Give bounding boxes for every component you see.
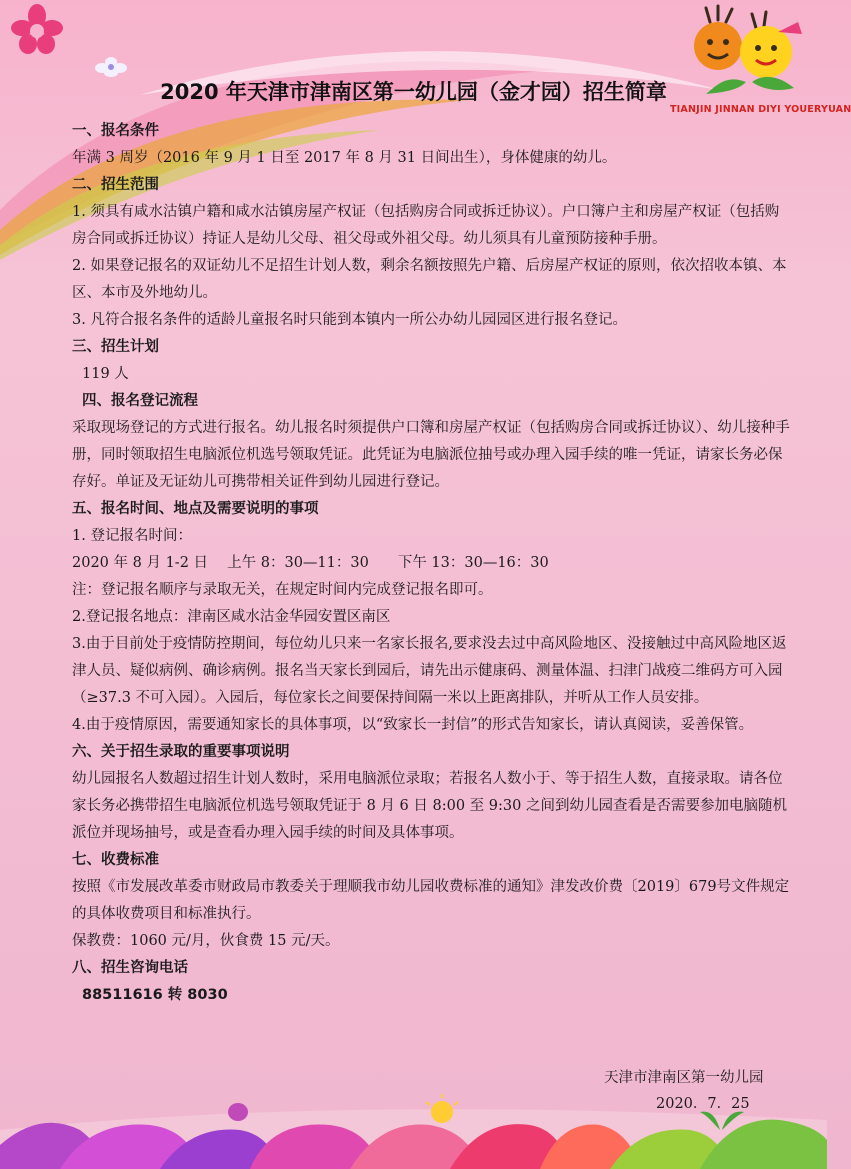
logo-text: TIANJIN JINNAN DIYI YOUERYUAN (670, 104, 851, 115)
document-body (72, 118, 792, 1009)
section-1-heading: 一、报名条件 (72, 123, 159, 139)
section-4-heading: 四、报名登记流程 (82, 393, 198, 409)
section-5-line-6: 4.由于疫情原因，需要通知家长的具体事项，以“致家长一封信”的形式告知家长，请认真阅读，妥善保管。 (72, 717, 754, 733)
section-5-heading: 五、报名时间、地点及需要说明的事项 (72, 501, 319, 517)
section-6-text: 幼儿园报名人数超过招生计划人数时，采用电脑派位录取；若报名人数小于、等于招生人数，直接录取。请各位家长务必携带招生电脑派位机选号领取凭证于 8 月 6 日 8:00 至 9:30 之间到幼儿园查看是否需要参加电脑随机派位并现场抽号，或是查看办理入园手续的时间及具体事项。 (72, 771, 787, 841)
section-5-line-3: 注：登记报名顺序与录取无关，在规定时间内完成登记报名即可。 (72, 582, 493, 598)
signature-date: 2020．7．25 (656, 1096, 750, 1112)
section-3-text: 119 人 (82, 366, 129, 382)
section-2-paragraph-1: 1. 须具有咸水沽镇户籍和咸水沽镇房屋产权证（包括购房合同或拆迁协议）。户口簿户主和房屋产权证（包括购房合同或拆迁协议）持证人是幼儿父母、祖父母或外祖父母。幼儿须具有儿童预防接种手册。 (72, 204, 780, 247)
section-3-heading: 三、招生计划 (72, 339, 159, 355)
section-2-paragraph-2: 2. 如果登记报名的双证幼儿不足招生计划人数，剩余名额按照先户籍、后房屋产权证的原则，依次招收本镇、本区、本市及外地幼儿。 (72, 258, 787, 301)
page-title: 2020 年天津市津南区第一幼儿园（金才园）招生简章 (160, 80, 667, 104)
flower-icon (6, 2, 68, 58)
bottom-decoration (0, 1090, 827, 1169)
section-4-text: 采取现场登记的方式进行报名。幼儿报名时须提供户口簿和房屋产权证（包括购房合同或拆迁协议）、幼儿接种手册，同时领取招生电脑派位机选号领取凭证。此凭证为电脑派位抽号或办理入园手续的唯一凭证，请家长务必保存好。单证及无证幼儿可携带相关证件到幼儿园进行登记。 (72, 420, 790, 490)
small-flower-icon (94, 56, 128, 78)
section-7-heading: 七、收费标准 (72, 852, 159, 868)
section-7-fee: 保教费：1060 元/月，伙食费 15 元/天。 (72, 933, 340, 949)
section-5-line-4: 2.登记报名地点：津南区咸水沽金华园安置区南区 (72, 609, 391, 625)
section-2-heading: 二、招生范围 (72, 177, 159, 193)
section-8-phone: 88511616 转 8030 (82, 987, 228, 1003)
section-7-text: 按照《市发展改革委市财政局市教委关于理顺我市幼儿园收费标准的通知》津发改价费〔2019〕679号文件规定的具体收费项目和标准执行。 (72, 879, 790, 922)
section-1-text: 年满 3 周岁（2016 年 9 月 1 日至 2017 年 8 月 31 日间出生），身体健康的幼儿。 (72, 150, 617, 166)
section-5-line-5: 3.由于目前处于疫情防控期间，每位幼儿只来一名家长报名,要求没去过中高风险地区、没接触过中高风险地区返津人员、疑似病例、确诊病例。报名当天家长到园后，请先出示健康码、测量体温、扫津门战疫二维码方可入园（≥37.3 不可入园）。入园后，每位家长之间要保持间隔一米以上距离排队，并听从工作人员安排。 (72, 636, 787, 706)
section-5-line-2: 2020 年 8 月 1-2 日 上午 8：30—11：30 下午 13：30—16：30 (72, 555, 549, 571)
section-6-heading: 六、关于招生录取的重要事项说明 (72, 744, 290, 760)
signature: 天津市津南区第一幼儿园 (604, 1070, 764, 1086)
section-8-heading: 八、招生咨询电话 (72, 960, 188, 976)
section-5-line-1: 1. 登记报名时间： (72, 528, 192, 544)
section-2-paragraph-3: 3. 凡符合报名条件的适龄儿童报名时只能到本镇内一所公办幼儿园园区进行报名登记。 (72, 312, 627, 328)
